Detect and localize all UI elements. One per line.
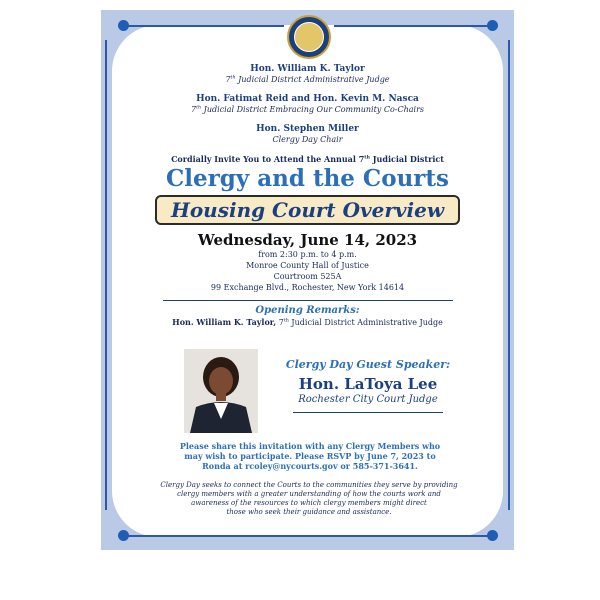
judge1-role-sup: th: [230, 75, 236, 81]
chair-role: Clergy Day Chair: [272, 135, 343, 144]
speaker-role: Rochester City Court Judge: [298, 394, 438, 405]
chair-block: [101, 124, 514, 145]
cochairs-role-text: Judicial District Embracing Our Community Co-Chairs: [201, 105, 425, 114]
opening-role-post: Judicial District Administrative Judge: [288, 318, 443, 327]
blurb-line: clergy members with a greater understanding of how the courts work and: [177, 490, 441, 498]
top-rule-right: [334, 25, 492, 27]
main-title: Clergy and the Courts: [165, 165, 449, 192]
subtitle-box: [155, 195, 460, 225]
divider: [163, 300, 453, 301]
invite-pre: Cordially Invite You to Attend the Annual 7: [171, 154, 365, 164]
cochairs-name: Hon. Fatimat Reid and Hon. Kevin M. Nasca: [196, 94, 419, 104]
chair-name: Hon. Stephen Miller: [256, 124, 359, 134]
blurb-line: Clergy Day seeks to connect the Courts to the communities they serve by providing: [160, 481, 458, 489]
speaker-heading: Clergy Day Guest Speaker:: [285, 358, 451, 371]
event-venue: Monroe County Hall of Justice: [246, 261, 369, 270]
subtitle: Housing Court Overview: [170, 198, 445, 222]
judge1-block: [101, 64, 514, 85]
event-time: from 2:30 p.m. to 4 p.m.: [258, 250, 357, 259]
judge1-name: Hon. William K. Taylor: [250, 64, 365, 74]
speaker-portrait-icon: [184, 349, 258, 433]
event-address: 99 Exchange Blvd., Rochester, New York 14614: [210, 283, 405, 292]
judge1-role: [101, 75, 514, 85]
rsvp-block: [160, 441, 460, 471]
cochairs-role: [101, 105, 514, 115]
opening-role-sup: th: [283, 318, 289, 324]
judge1-role-text: Judicial District Administrative Judge: [235, 75, 390, 84]
state-seal-icon: [287, 15, 331, 59]
invite-post: Judicial District: [369, 154, 444, 164]
event-room: Courtroom 525A: [273, 272, 342, 281]
mission-blurb: [150, 481, 468, 517]
invitation-content: [101, 64, 514, 328]
top-left-dot: [118, 20, 129, 31]
bottom-right-dot: [487, 530, 498, 541]
blurb-line: awareness of the resources to which clergy members might direct: [191, 499, 427, 507]
bottom-left-dot: [118, 530, 129, 541]
rsvp-line: Please share this invitation with any Clergy Members who: [179, 441, 441, 451]
cochairs-role-ordinal: 7: [190, 105, 197, 114]
speaker-photo: [184, 349, 258, 433]
event-date: Wednesday, June 14, 2023: [197, 231, 418, 249]
bottom-rule: [124, 535, 492, 537]
invite-sup: th: [364, 154, 370, 161]
cochairs-role-sup: th: [196, 105, 202, 111]
cochairs-block: [101, 94, 514, 115]
invite-line: [101, 154, 514, 164]
speaker-name: Hon. LaToya Lee: [298, 375, 438, 393]
opening-role-pre: 7: [276, 318, 284, 327]
speaker-divider: [293, 412, 443, 413]
judge1-role-ordinal: 7: [225, 75, 231, 84]
rsvp-line: may wish to participate. Please RSVP by June 7, 2023 to: [184, 451, 436, 461]
blurb-line: those who seek their guidance and assistance.: [226, 508, 392, 516]
top-rule-left: [124, 25, 284, 27]
opening-heading: Opening Remarks:: [255, 305, 360, 316]
rsvp-line: Ronda at rcoley@nycourts.gov or 585-371-3641.: [202, 461, 418, 471]
opening-name: Hon. William K. Taylor,: [172, 317, 277, 327]
opening-text: [101, 317, 514, 328]
speaker-block: [268, 358, 468, 413]
top-right-dot: [487, 20, 498, 31]
